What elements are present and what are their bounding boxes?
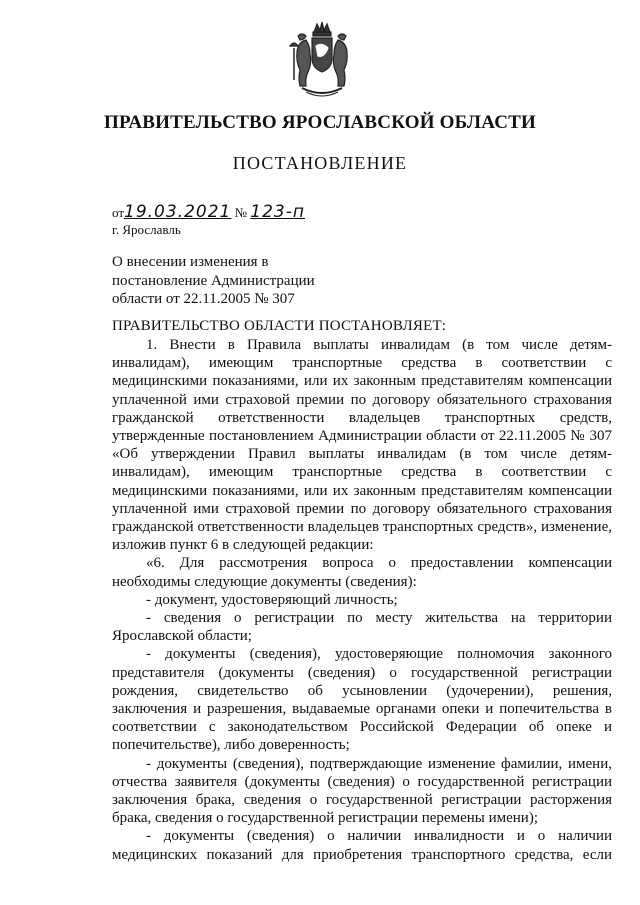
body-line: попечительстве), либо доверенность; <box>112 737 350 754</box>
body-line: 1. Внести в Правила выплаты инвалидам (в том числе детям- <box>146 337 612 353</box>
body-line: брака, сведения о государственной регистрации перемены имени); <box>112 810 538 827</box>
body-line: соответствии с законодательством Российской Федерации об опеке и <box>112 719 612 736</box>
body-line: медицинскими показаниями, или их законным представителям компенсации <box>112 373 612 390</box>
body-line: Ярославской области; <box>112 628 252 645</box>
body-line: - документы (сведения), подтверждающие изменение фамилии, имени, <box>146 755 612 772</box>
body-line: медицинскими показаниями, или их законным представителям компенсации <box>112 482 612 499</box>
date-number-line <box>112 202 305 222</box>
body-line: утвержденные постановлением Администрации области от 22.11.2005 № 307 <box>112 428 612 445</box>
number-prefix: № <box>234 205 248 220</box>
body-line: инвалидам), имеющим транспортные средства в соответствии с <box>112 355 612 372</box>
body-line: «6. Для рассмотрения вопроса о предоставлении компенсации <box>146 555 612 572</box>
subject-line: О внесении изменения в <box>112 254 269 270</box>
subject-line: области от 22.11.2005 № 307 <box>112 291 295 307</box>
body-line: заключения и разрешения, выдаваемые органами опеки и попечительства в <box>112 701 612 718</box>
body-line: - сведения о регистрации по месту жительства на территории <box>146 610 612 627</box>
body-line: представителя (документы (сведения) о государственной регистрации <box>112 664 612 681</box>
document-type-title: ПОСТАНОВЛЕНИЕ <box>232 153 408 173</box>
body-line: необходимы следующие документы (сведения): <box>112 573 417 590</box>
body-line: - документы (сведения), удостоверяющие полномочия законного <box>146 646 612 663</box>
body-line: «Об утверждении Правил выплаты инвалидам (в том числе детям- <box>112 446 612 463</box>
document-number: 123-п <box>250 202 305 222</box>
document-date: 19.03.2021 <box>124 202 232 222</box>
body-line: уплаченной ими страховой премии по договору обязательного страхования <box>112 391 612 408</box>
body-line: - документы (сведения) о наличии инвалидности и о наличии <box>146 828 612 845</box>
body-line: изложив пункт 6 в следующей редакции: <box>112 537 374 554</box>
body-line: медицинских показаний для приобретения транспортного средства, если <box>112 846 612 863</box>
subject-line: постановление Администрации <box>112 272 315 289</box>
body-line: гражданской ответственности владельцев транспортных средств, <box>112 409 612 426</box>
body-line: заключения брака, сведения о государственной регистрации расторжения <box>112 792 612 809</box>
coat-of-arms-icon <box>288 18 356 100</box>
body-line: гражданской ответственности владельцев транспортных средств», изменение, <box>112 519 612 536</box>
body-line: уплаченной ими страховой премии по договору обязательного страхования <box>112 500 612 517</box>
document-body <box>112 336 612 864</box>
date-prefix: от <box>112 205 125 220</box>
body-line: отчества заявителя (документы (сведения) о государственной регистрации <box>112 773 612 790</box>
city: г. Ярославль <box>112 222 181 237</box>
body-line: - документ, удостоверяющий личность; <box>146 591 398 608</box>
organization-title: ПРАВИТЕЛЬСТВО ЯРОСЛАВСКОЙ ОБЛАСТИ <box>104 112 536 133</box>
subject-block <box>112 253 412 309</box>
body-line: рождения, свидетельство об усыновлении (удочерении), решения, <box>112 682 612 699</box>
body-line: инвалидам), имеющим транспортные средства в соответствии с <box>112 464 612 481</box>
decree-phrase: ПРАВИТЕЛЬСТВО ОБЛАСТИ ПОСТАНОВЛЯЕТ: <box>112 318 447 334</box>
